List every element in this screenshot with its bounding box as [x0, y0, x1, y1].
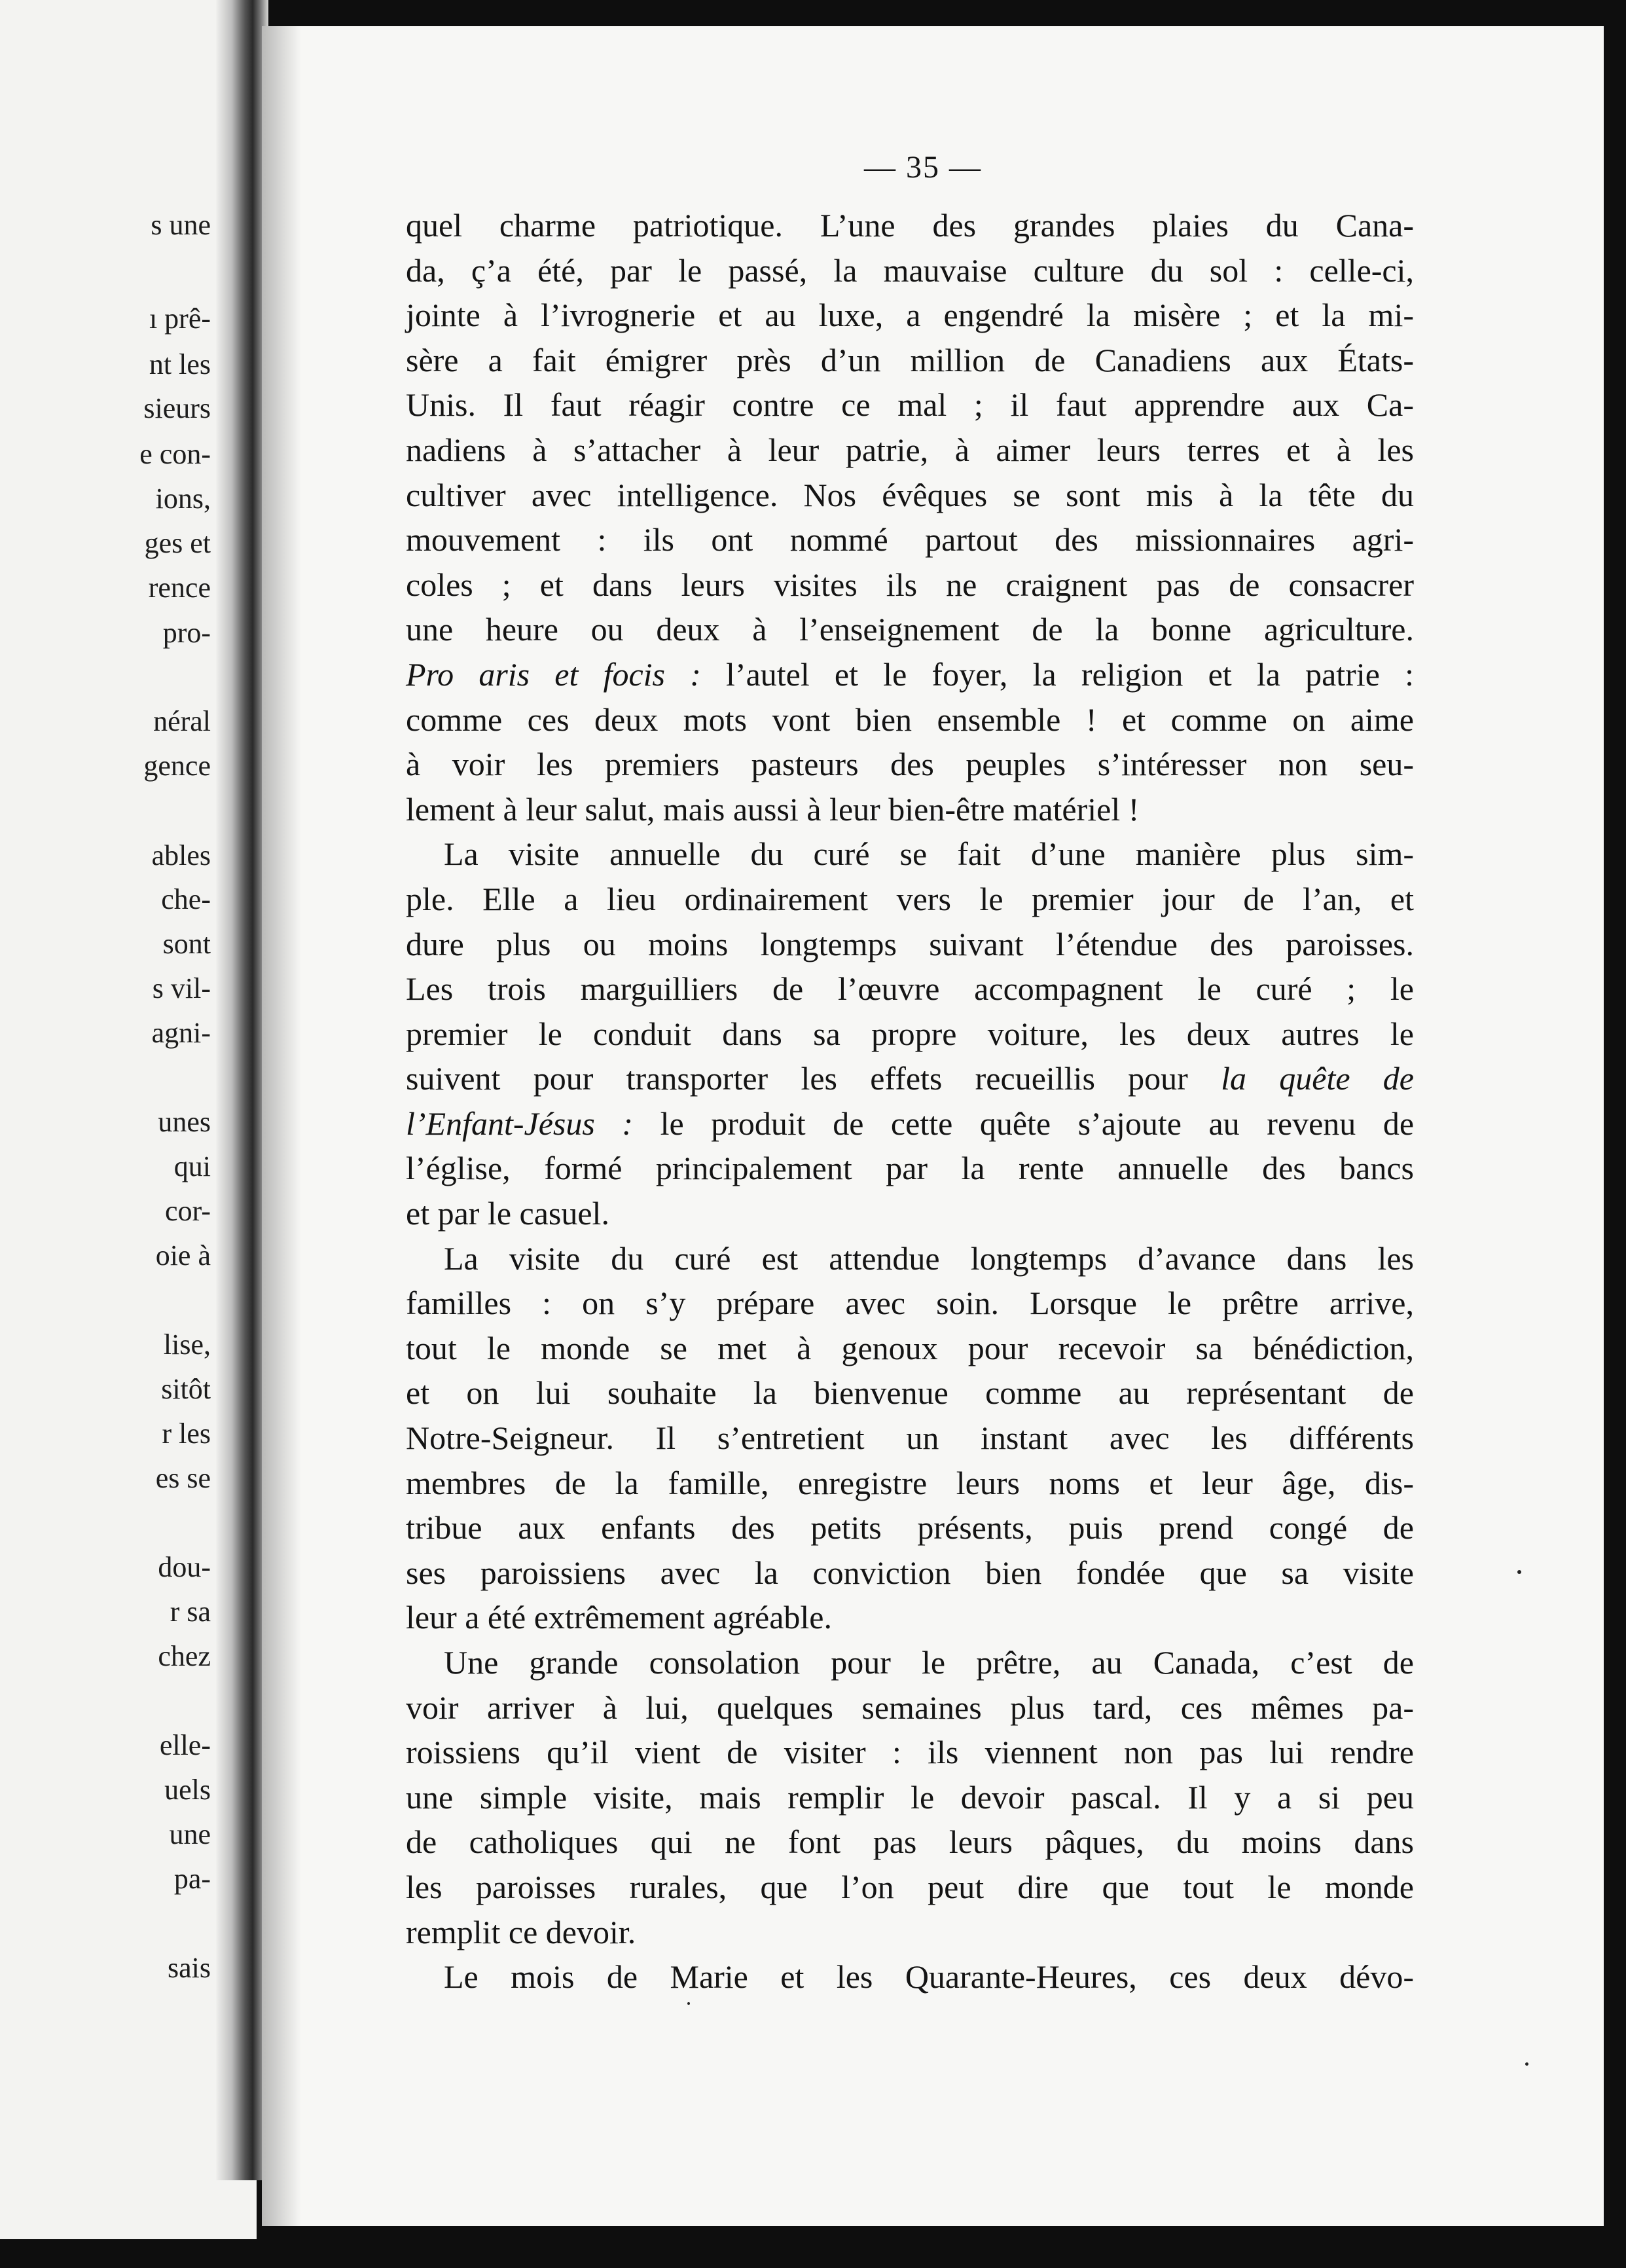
left-page-text-fragment: sitôt — [161, 1373, 211, 1405]
text-line — [406, 248, 1414, 293]
line-text: ple. Elle a lieu ordinairement vers le premier jour de l’an, et — [406, 880, 1414, 917]
italic-text: Pro aris et focis : — [406, 655, 701, 693]
text-line — [406, 742, 1414, 787]
text-line — [406, 517, 1414, 562]
left-page-text-fragment: rence — [148, 572, 211, 604]
line-text: une heure ou deux à l’enseignement de la bonne agriculture. — [406, 611, 1414, 648]
line-text: membres de la famille, enregistre leurs noms et leur âge, dis- — [406, 1464, 1414, 1501]
text-line — [406, 382, 1414, 428]
book-spine-shadow — [216, 0, 268, 2180]
line-text: jointe à l’ivrognerie et au luxe, a engendré la misère ; et la mi- — [406, 297, 1414, 334]
line-text: les paroisses rurales, que l’on peut dire que tout le monde — [406, 1868, 1414, 1905]
line-text: Le mois de Marie et les Quarante-Heures, ces deux dévo- — [444, 1958, 1414, 1996]
text-line — [406, 787, 1414, 832]
text-line — [406, 1775, 1414, 1820]
line-text: voir arriver à lui, quelques semaines plus tard, ces mêmes pa- — [406, 1689, 1414, 1726]
text-line — [406, 1640, 1414, 1685]
text-line — [406, 1281, 1414, 1326]
text-line — [406, 1146, 1414, 1191]
text-line — [406, 338, 1414, 383]
left-page-text-fragment: une — [169, 1818, 211, 1850]
text-line — [406, 473, 1414, 518]
line-text: sère a fait émigrer près d’un million de Canadiens aux États- — [406, 341, 1414, 378]
left-page-text-fragment: gence — [143, 750, 211, 782]
left-page-text-fragment: sieurs — [143, 392, 211, 424]
left-page-text-fragment: agni- — [151, 1017, 211, 1049]
left-page-text-fragment: dou- — [158, 1551, 211, 1583]
page-body-text — [406, 203, 1414, 2000]
left-page-text-fragment: lise, — [163, 1328, 211, 1361]
line-text: remplit ce devoir. — [406, 1913, 636, 1950]
line-text: le produit de cette quête s’ajoute au revenu de — [633, 1105, 1415, 1142]
line-text: l’autel et le foyer, la religion et la patrie : — [700, 655, 1414, 693]
line-text: Unis. Il faut réagir contre ce mal ; il faut apprendre aux Ca- — [406, 386, 1414, 424]
left-page-text-fragment: r les — [162, 1418, 211, 1450]
left-page-text-fragment: pa- — [173, 1863, 211, 1895]
text-line — [406, 697, 1414, 742]
left-page-text-fragment: chez — [158, 1640, 211, 1672]
paper-speck — [1517, 1570, 1521, 1574]
line-text: une simple visite, mais remplir le devoir pascal. Il y a si peu — [406, 1778, 1414, 1816]
left-page-text-fragment: sont — [162, 928, 211, 960]
left-page-text-fragment: ges et — [144, 527, 211, 559]
left-page-text-fragment: es se — [155, 1462, 211, 1494]
left-page-text-fragment: s une — [151, 209, 211, 241]
left-page-text-fragment: sais — [168, 1952, 211, 1984]
line-text: et on lui souhaite la bienvenue comme au représentant de — [406, 1374, 1414, 1412]
line-text: leur a été extrêmement agréable. — [406, 1599, 833, 1636]
text-line — [406, 293, 1414, 338]
text-line — [406, 1954, 1414, 2000]
line-text: La visite annuelle du curé se fait d’une manière plus sim- — [444, 835, 1414, 873]
line-text: nadiens à s’attacher à leur patrie, à aimer leurs terres et à les — [406, 431, 1414, 468]
line-text: premier le conduit dans sa propre voiture, les deux autres le — [406, 1015, 1414, 1052]
line-text: cultiver avec intelligence. Nos évêques se sont mis à la tête du — [406, 476, 1414, 513]
text-line — [406, 607, 1414, 652]
paper-speck — [687, 2002, 690, 2005]
line-text: l’église, formé principalement par la rente annuelle des bancs — [406, 1150, 1414, 1187]
left-page-text-fragment: e con- — [139, 438, 211, 470]
line-text: lement à leur salut, mais aussi à leur bien-être matériel ! — [406, 790, 1140, 828]
line-text: et par le casuel. — [406, 1195, 609, 1232]
paper-speck — [1525, 2062, 1528, 2066]
text-line — [406, 1191, 1414, 1236]
gutter-shadow — [262, 26, 301, 2226]
line-text: ses paroissiens avec la conviction bien fondée que sa visite — [406, 1554, 1414, 1591]
left-page-text-fragment: néral — [153, 705, 211, 737]
text-line — [406, 203, 1414, 248]
text-line — [406, 922, 1414, 967]
text-line — [406, 428, 1414, 473]
italic-text: l’Enfant-Jésus : — [406, 1105, 634, 1142]
italic-text: la quête de — [1221, 1060, 1414, 1097]
text-line — [406, 1910, 1414, 1955]
left-page-text-fragment: oie à — [155, 1239, 211, 1271]
text-line — [406, 1326, 1414, 1371]
text-line — [406, 1685, 1414, 1730]
text-line — [406, 1820, 1414, 1865]
left-page-text-fragment: ı prê- — [149, 302, 211, 335]
text-line — [406, 966, 1414, 1012]
line-text: da, ç’a été, par le passé, la mauvaise culture du sol : celle-ci, — [406, 251, 1414, 289]
line-text: Une grande consolation pour le prêtre, au Canada, c’est de — [444, 1644, 1414, 1681]
text-line — [406, 832, 1414, 877]
left-page-text-fragment: qui — [173, 1150, 211, 1182]
left-page-text-fragment: ions, — [155, 483, 211, 515]
left-page-text-fragment: che- — [161, 883, 211, 915]
text-line — [406, 1012, 1414, 1057]
text-line — [406, 1730, 1414, 1775]
text-line — [406, 1505, 1414, 1550]
line-text: tout le monde se met à genoux pour recevoir sa bénédiction, — [406, 1329, 1414, 1366]
line-text: suivent pour transporter les effets recueillis pour — [406, 1060, 1221, 1097]
line-text: quel charme patriotique. L’une des grandes plaies du Cana- — [406, 207, 1414, 244]
text-line — [406, 877, 1414, 922]
left-page-text-fragment: r sa — [170, 1596, 211, 1628]
line-text: mouvement : ils ont nommé partout des missionnaires agri- — [406, 521, 1414, 558]
left-page-text-fragment: ables — [151, 839, 211, 871]
line-text: familles : on s’y prépare avec soin. Lorsque le prêtre arrive, — [406, 1285, 1414, 1322]
line-text: Notre-Seigneur. Il s’entretient un instant avec les différents — [406, 1419, 1414, 1457]
left-page-text-fragment: elle- — [159, 1729, 211, 1761]
text-line — [406, 1461, 1414, 1506]
text-line — [406, 1101, 1414, 1146]
text-line — [406, 1370, 1414, 1416]
text-line — [406, 1236, 1414, 1281]
line-text: à voir les premiers pasteurs des peuples s’intéresser non seu- — [406, 746, 1414, 783]
page-number: — 35 — — [864, 150, 982, 185]
line-text: comme ces deux mots vont bien ensemble ! et comme on aime — [406, 701, 1414, 738]
text-line — [406, 1416, 1414, 1461]
left-page-text-fragment: pro- — [162, 617, 211, 649]
left-page-text-fragment: cor- — [165, 1195, 211, 1227]
text-line — [406, 1865, 1414, 1910]
text-line — [406, 652, 1414, 697]
line-text: Les trois marguilliers de l’œuvre accompagnent le curé ; le — [406, 970, 1414, 1008]
line-text: La visite du curé est attendue longtemps d’avance dans les — [444, 1239, 1414, 1277]
text-line — [406, 1595, 1414, 1640]
line-text: tribue aux enfants des petits présents, puis prend congé de — [406, 1509, 1414, 1546]
left-page-text-fragment: unes — [158, 1106, 211, 1138]
text-line — [406, 1056, 1414, 1101]
line-text: coles ; et dans leurs visites ils ne craignent pas de consacrer — [406, 566, 1414, 603]
text-line — [406, 562, 1414, 608]
left-page-text-fragment: uels — [164, 1774, 211, 1806]
line-text: de catholiques qui ne font pas leurs pâques, du moins dans — [406, 1823, 1414, 1861]
line-text: roissiens qu’il vient de visiter : ils viennent non pas lui rendre — [406, 1734, 1414, 1771]
line-text: dure plus ou moins longtemps suivant l’étendue des paroisses. — [406, 925, 1414, 962]
text-line — [406, 1550, 1414, 1596]
left-page-text-fragment: s vil- — [152, 972, 211, 1004]
left-page-text-fragment: nt les — [149, 348, 211, 380]
